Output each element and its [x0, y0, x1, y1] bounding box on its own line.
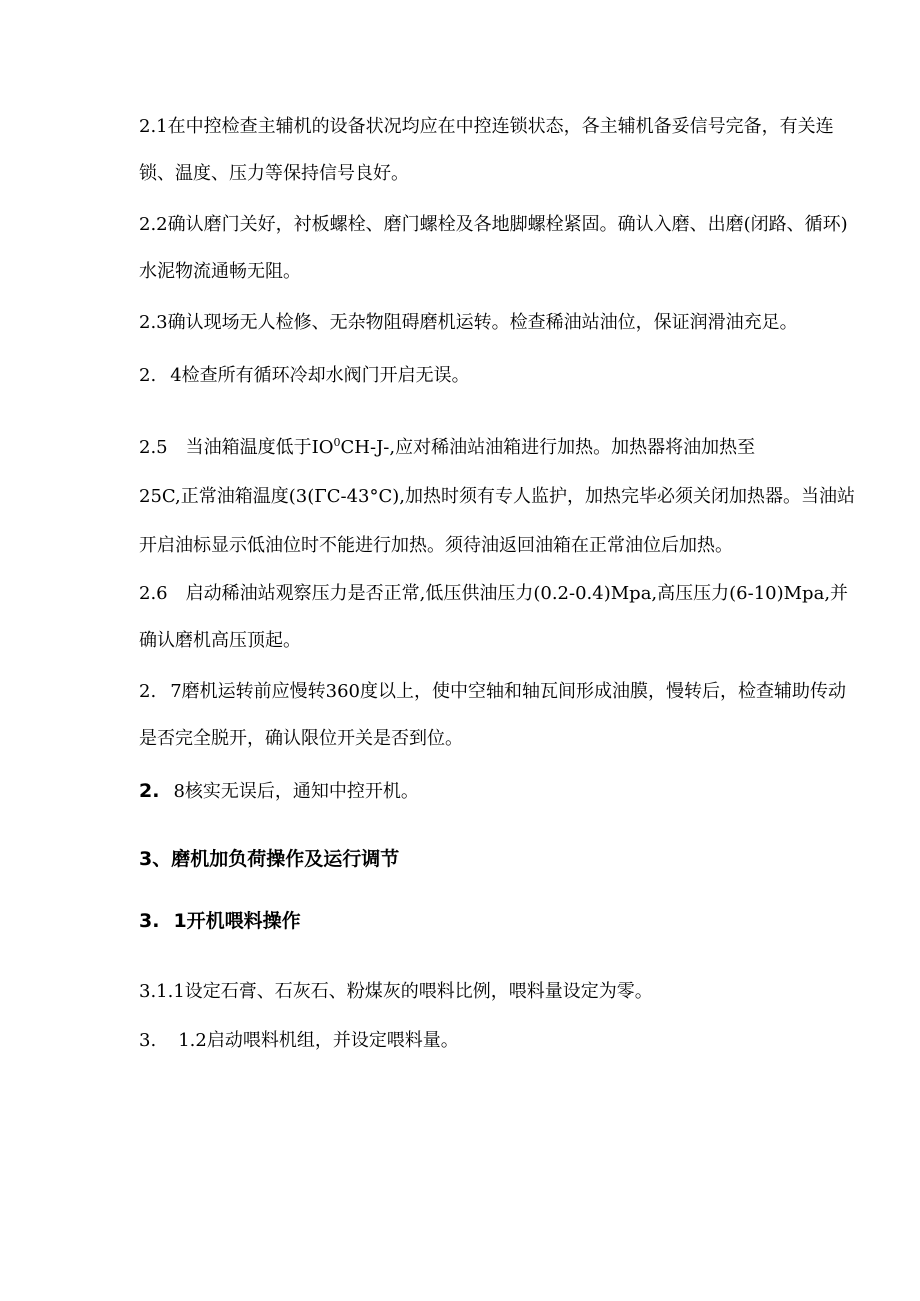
paragraph-2-5-superscript: 0 [333, 436, 341, 449]
paragraph-2-7-line-2: 是否完全脱开，确认限位开关是否到位。 [139, 728, 463, 749]
paragraph-2-5-line-1 [139, 435, 755, 461]
paragraph-3-1-2-number: 3. [139, 1030, 157, 1051]
section-3-1-heading [139, 908, 301, 934]
paragraph-2-5-text-post: CH-J-,应对稀油站油箱进行加热。加热器将油加热至 [340, 437, 756, 458]
paragraph-3-1-2-text: 1.2启动喂料机组，并设定喂料量。 [178, 1030, 459, 1051]
paragraph-2-7-line-1 [139, 679, 846, 705]
paragraph-2-7-number: 2. [139, 681, 157, 702]
paragraph-2-2-line-2: 水泥物流通畅无阻。 [139, 261, 301, 282]
paragraph-2-6-line-2: 确认磨机高压顶起。 [139, 630, 301, 651]
paragraph-2-4-text: 4检查所有循环冷却水阀门开启无误。 [170, 365, 470, 386]
paragraph-2-5-line-2: 25C,正常油箱温度(3(ΓC-43°C),加热时须有专人监护，加热完毕必须关闭加热器。当油站 [139, 486, 856, 507]
paragraph-2-1-line-2: 锁、温度、压力等保持信号良好。 [139, 163, 409, 184]
section-3-heading: 3、磨机加负荷操作及运行调节 [139, 848, 400, 870]
paragraph-2-8-number: 2. [139, 780, 160, 802]
paragraph-2-2-line-1: 2.2确认磨门关好，衬板螺栓、磨门螺栓及各地脚螺栓紧固。确认入磨、出磨(闭路、循环) [139, 214, 848, 235]
paragraph-2-6-text: 启动稀油站观察压力是否正常,低压供油压力(0.2-0.4)Mpa,高压压力(6-10)Mpa,并 [185, 583, 849, 604]
paragraph-2-5-text-pre: 当油箱温度低于IO [185, 437, 334, 458]
paragraph-2-1-line-1: 2.1在中控检查主辅机的设备状况均应在中控连锁状态，各主辅机备妥信号完备，有关连 [139, 116, 834, 137]
paragraph-2-8-text: 8核实无误后，通知中控开机。 [173, 781, 419, 802]
paragraph-2-5-number: 2.5 [139, 437, 168, 458]
paragraph-2-4 [139, 363, 470, 389]
paragraph-3-1-2 [139, 1028, 459, 1054]
paragraph-2-7-text: 7磨机运转前应慢转360度以上，使中空轴和轴瓦间形成油膜，慢转后，检查辅助传动 [170, 681, 846, 702]
section-3-1-number: 3. [139, 910, 160, 932]
paragraph-2-8 [139, 778, 419, 805]
paragraph-2-6-line-1 [139, 581, 848, 607]
paragraph-2-3: 2.3确认现场无人检修、无杂物阻碍磨机运转。检查稀油站油位，保证润滑油充足。 [139, 312, 798, 333]
paragraph-2-4-number: 2. [139, 365, 157, 386]
paragraph-3-1-1: 3.1.1设定石膏、石灰石、粉煤灰的喂料比例，喂料量设定为零。 [139, 981, 653, 1002]
paragraph-2-5-line-3: 开启油标显示低油位时不能进行加热。须待油返回油箱在正常油位后加热。 [139, 535, 733, 556]
section-3-1-title: 1开机喂料操作 [173, 910, 301, 932]
paragraph-2-6-number: 2.6 [139, 583, 168, 604]
